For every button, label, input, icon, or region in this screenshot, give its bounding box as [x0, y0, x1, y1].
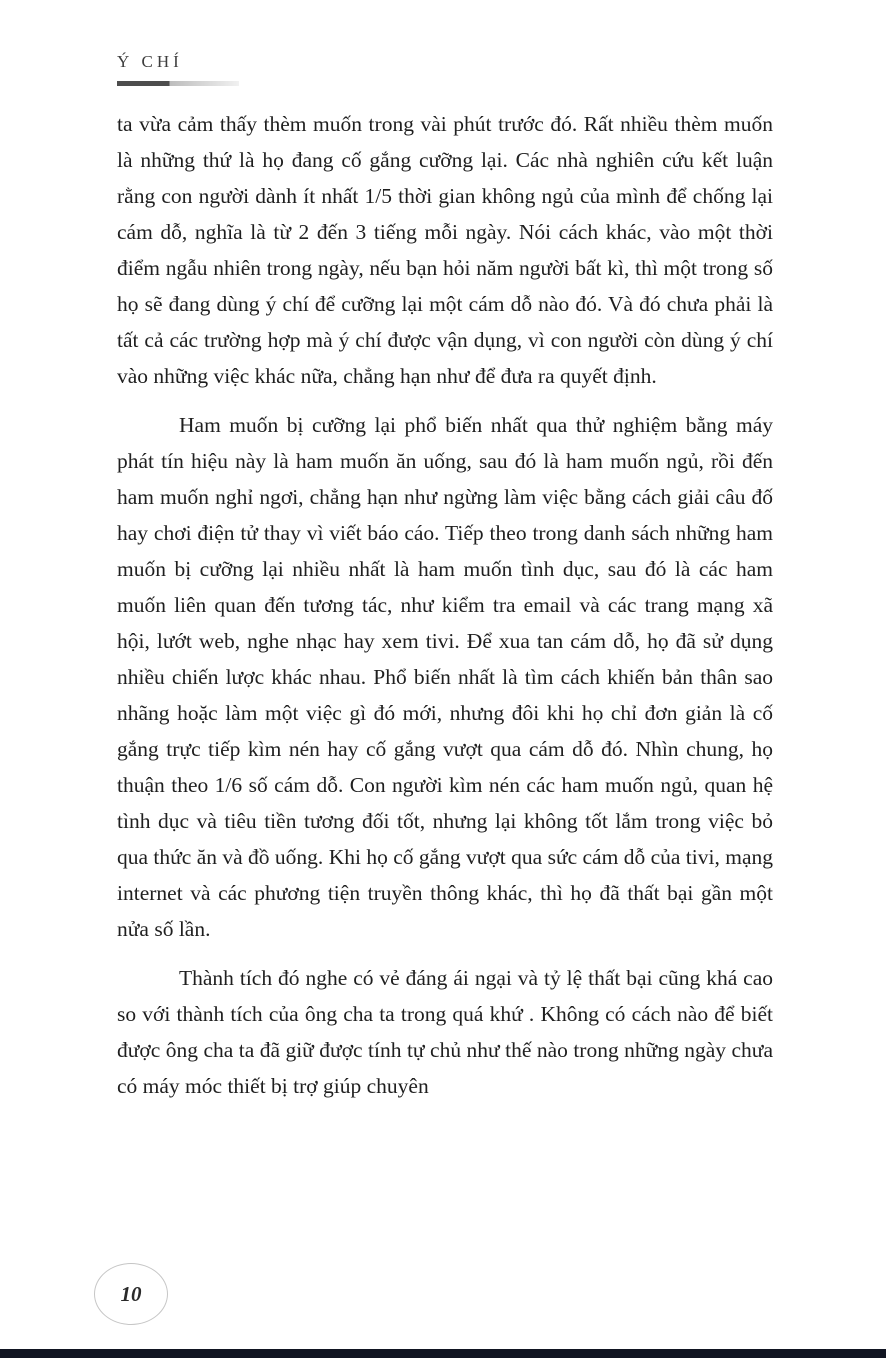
body-text: [117, 106, 773, 1117]
running-header: [117, 52, 239, 86]
chapter-title: Ý CHÍ: [117, 52, 183, 71]
page-number: 10: [120, 1281, 142, 1306]
paragraph: Thành tích đó nghe có vẻ đáng ái ngại và tỷ lệ thất bại cũng khá cao so với thành tích của ông cha ta trong quá khứ . Không có cách nào để biết được ông cha ta đã giữ được tính tự chủ như thế nào trong những ngày chưa có máy móc thiết bị trợ giúp chuyên: [117, 966, 773, 1098]
paragraph: Ham muốn bị cưỡng lại phổ biến nhất qua thử nghiệm bằng máy phát tín hiệu này là ham muốn ăn uống, sau đó là ham muốn ngủ, rồi đến ham muốn nghỉ ngơi, chẳng hạn như ngừng làm việc bằng cách giải câu đố hay chơi điện tử thay vì viết báo cáo. Tiếp theo trong danh sách những ham muốn bị cưỡng lại nhiều nhất là ham muốn tình dục, sau đó là các ham muốn liên quan đến tương tác, như kiểm tra email và các trang mạng xã hội, lướt web, nghe nhạc hay xem tivi. Để xua tan cám dỗ, họ đã sử dụng nhiều chiến lược khác nhau. Phổ biến nhất là tìm cách khiến bản thân sao nhãng hoặc làm một việc gì đó mới, nhưng đôi khi họ chỉ đơn giản là cố gắng trực tiếp kìm nén hay cố gắng vượt qua cám dỗ đó. Nhìn chung, họ thuận theo 1/6 số cám dỗ. Con người kìm nén các ham muốn ngủ, quan hệ tình dục và tiêu tiền tương đối tốt, nhưng lại không tốt lắm trong việc bỏ qua thức ăn và đồ uống. Khi họ cố gắng vượt qua sức cám dỗ của tivi, mạng internet và các phương tiện truyền thông khác, thì họ đã thất bại gần một nửa số lần.: [117, 413, 773, 941]
header-rule: [117, 81, 239, 86]
paragraph: ta vừa cảm thấy thèm muốn trong vài phút trước đó. Rất nhiều thèm muốn là những thứ là họ đang cố gắng cưỡng lại. Các nhà nghiên cứu kết luận rằng con người dành ít nhất 1/5 thời gian không ngủ của mình để chống lại cám dỗ, nghĩa là từ 2 đến 3 tiếng mỗi ngày. Nói cách khác, vào một thời điểm ngẫu nhiên trong ngày, nếu bạn hỏi năm người bất kì, thì một trong số họ sẽ đang dùng ý chí để cưỡng lại một cám dỗ nào đó. Và đó chưa phải là tất cả các trường hợp mà ý chí được vận dụng, vì con người còn dùng ý chí vào những việc khác nữa, chẳng hạn như để đưa ra quyết định.: [117, 112, 773, 388]
page-number-badge: [94, 1263, 168, 1325]
bottom-bar: [0, 1349, 886, 1358]
